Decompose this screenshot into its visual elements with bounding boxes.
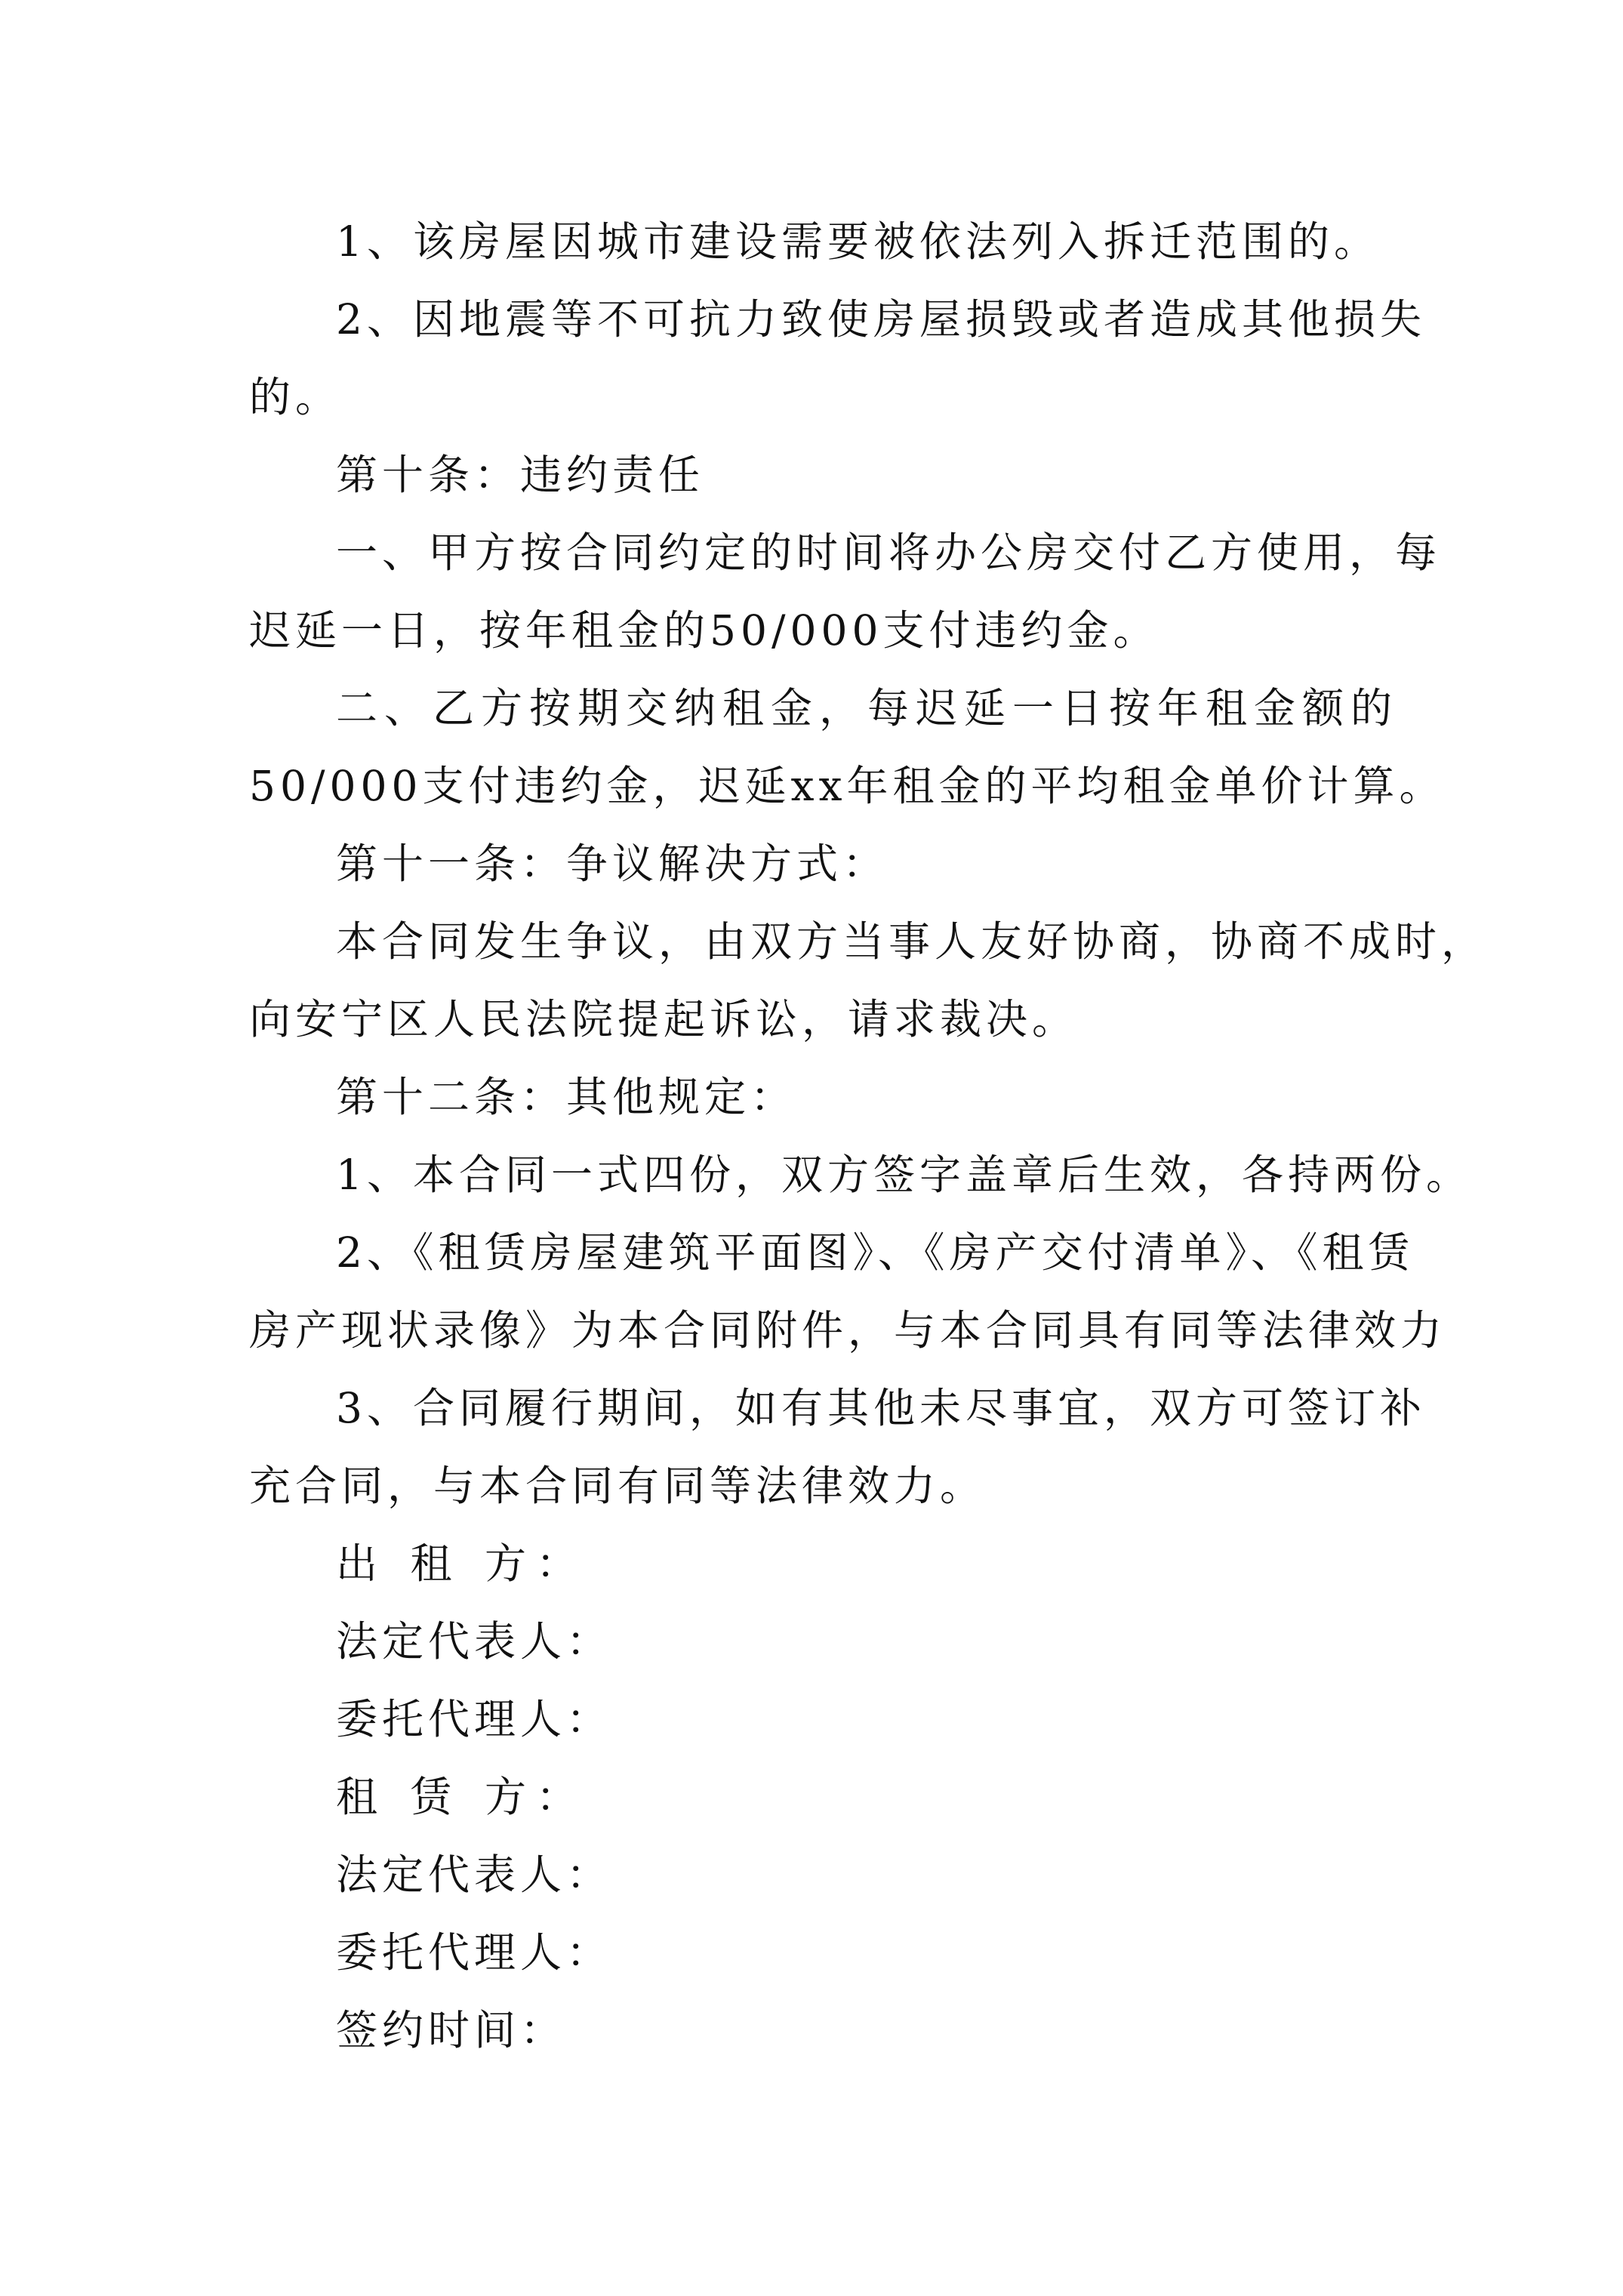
clause-11-heading: 第十一条：争议解决方式： xyxy=(336,840,889,888)
clause-10-item-1-continued: 迟延一日，按年租金的50/000支付违约金。 xyxy=(249,606,1160,655)
clause-12-item-3-continued: 充合同，与本合同有同等法律效力。 xyxy=(249,1462,987,1510)
signing-date-label: 签约时间： xyxy=(336,2006,567,2054)
clause-11-body-continued: 向安宁区人民法院提起诉讼，请求裁决。 xyxy=(249,995,1079,1043)
clause-12-item-2: 2、《租赁房屋建筑平面图》、《房产交付清单》、《租赁 xyxy=(336,1228,1415,1277)
clause-9-item-2: 2、因地震等不可抗力致使房屋损毁或者造成其他损失 xyxy=(336,295,1426,344)
lessor-label: 出 租 方： xyxy=(336,1539,587,1588)
clause-12-item-1: 1、本合同一式四份，双方签字盖章后生效，各持两份。 xyxy=(336,1151,1472,1199)
clause-10-heading: 第十条：违约责任 xyxy=(336,451,705,499)
clause-11-body: 本合同发生争议，由双方当事人友好协商，协商不成时， xyxy=(336,917,1488,966)
lessor-legal-representative-label: 法定代表人： xyxy=(336,1617,613,1666)
clause-12-item-2-continued: 房产现状录像》为本合同附件，与本合同具有同等法律效力 xyxy=(249,1306,1447,1354)
lessee-label: 租 赁 方： xyxy=(336,1773,587,1821)
lessee-agent-label: 委托代理人： xyxy=(336,1928,613,1977)
lessor-agent-label: 委托代理人： xyxy=(336,1695,613,1743)
clause-12-heading: 第十二条：其他规定： xyxy=(336,1073,797,1121)
clause-9-item-1: 1、该房屋因城市建设需要被依法列入拆迁范围的。 xyxy=(336,217,1380,266)
clause-10-item-2-continued: 50/000支付违约金，迟延xx年租金的平均租金单价计算。 xyxy=(249,762,1446,810)
clause-12-item-3: 3、合同履行期间，如有其他未尽事宜，双方可签订补 xyxy=(336,1384,1426,1432)
lessee-legal-representative-label: 法定代表人： xyxy=(336,1851,613,1899)
clause-9-item-2-continued: 的。 xyxy=(249,373,342,421)
clause-10-item-2: 二、乙方按期交纳租金，每迟延一日按年租金额的 xyxy=(336,684,1400,732)
clause-10-item-1: 一、甲方按合同约定的时间将办公房交付乙方使用，每 xyxy=(336,529,1442,577)
